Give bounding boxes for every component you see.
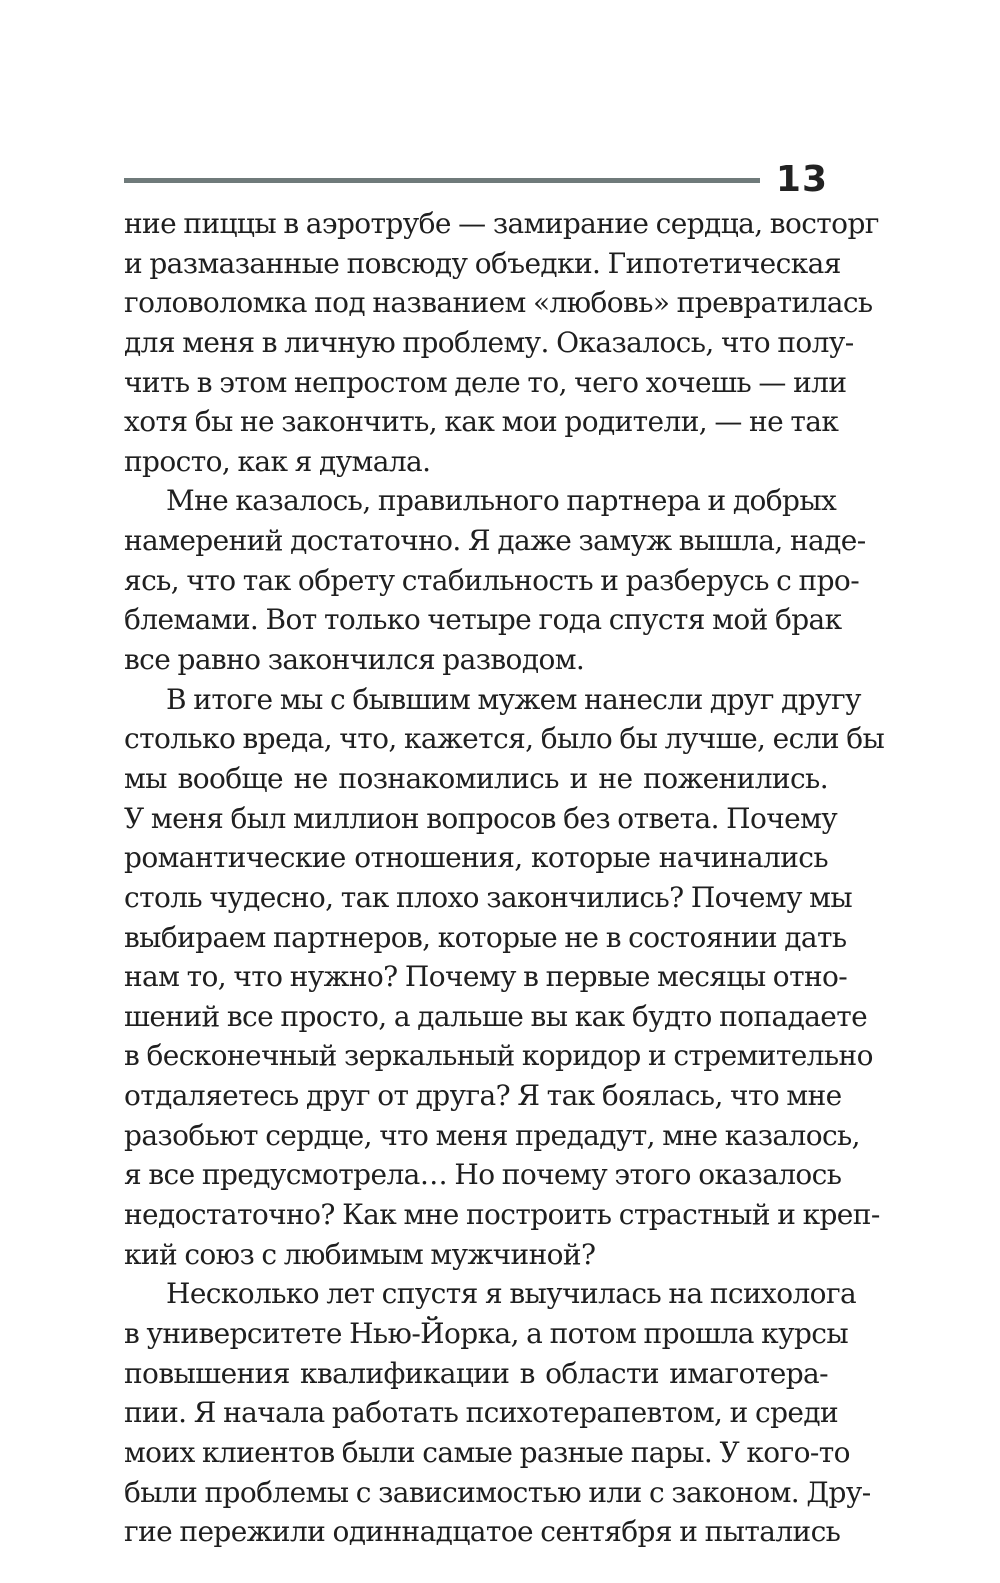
text-line: моих клиентов были самые разные пары. У кого-то bbox=[124, 1435, 850, 1469]
header-rule bbox=[124, 178, 760, 183]
text-line: романтические отношения, которые начинались bbox=[124, 841, 828, 875]
text-line: в университете Нью-Йорка, а потом прошла курсы bbox=[124, 1316, 849, 1350]
text-line: просто, как я думала. bbox=[124, 444, 431, 478]
page-header bbox=[124, 160, 828, 200]
text-line: недостаточно? Как мне построить страстный и креп- bbox=[124, 1198, 880, 1232]
text-line: я все предусмотрела… Но почему этого оказалось bbox=[124, 1158, 842, 1192]
text-line: были проблемы с зависимостью или с законом. Дру- bbox=[124, 1475, 871, 1509]
text-line: повышения квалификации в области имаготера- bbox=[124, 1356, 828, 1390]
text-line: блемами. Вот только четыре года спустя мой брак bbox=[124, 603, 842, 637]
text-line: ясь, что так обрету стабильность и разберусь с про- bbox=[124, 563, 860, 597]
text-line: и размазанные повсюду объедки. Гипотетическая bbox=[124, 246, 841, 280]
text-line: в бесконечный зеркальный коридор и стремительно bbox=[124, 1039, 873, 1073]
text-line: столько вреда, что, кажется, было бы лучше, если бы bbox=[124, 722, 885, 756]
text-line: нам то, что нужно? Почему в первые месяцы отно- bbox=[124, 960, 848, 994]
text-line: У меня был миллион вопросов без ответа. Почему bbox=[124, 801, 838, 835]
text-line: столь чудесно, так плохо закончились? Почему мы bbox=[124, 880, 853, 914]
text-line: Мне казалось, правильного партнера и добрых bbox=[166, 484, 837, 518]
text-line: кий союз с любимым мужчиной? bbox=[124, 1237, 596, 1271]
text-line: гие пережили одиннадцатое сентября и пытались bbox=[124, 1515, 841, 1549]
text-line: шений все просто, а дальше вы как будто попадаете bbox=[124, 999, 868, 1033]
text-line: чить в этом непростом деле то, чего хочешь — или bbox=[124, 365, 847, 399]
text-line: разобьют сердце, что меня предадут, мне казалось, bbox=[124, 1118, 860, 1152]
text-line: хотя бы не закончить, как мои родители, — не так bbox=[124, 405, 839, 439]
text-line: головоломка под названием «любовь» превратилась bbox=[124, 286, 873, 320]
body-text bbox=[124, 204, 885, 1552]
text-line: для меня в личную проблему. Оказалось, что полу- bbox=[124, 325, 854, 359]
text-line: все равно закончился разводом. bbox=[124, 643, 585, 677]
text-line: ние пиццы в аэротрубе — замирание сердца, восторг bbox=[124, 207, 879, 240]
page-number: 13 bbox=[775, 159, 828, 200]
text-line: мы вообще не познакомились и не поженились. bbox=[124, 761, 828, 795]
text-line: пии. Я начала работать психотерапевтом, и среди bbox=[124, 1396, 839, 1430]
text-line: Несколько лет спустя я выучилась на психолога bbox=[166, 1277, 857, 1311]
text-line: В итоге мы с бывшим мужем нанесли друг другу bbox=[166, 682, 861, 716]
text-line: отдаляетесь друг от друга? Я так боялась, что мне bbox=[124, 1079, 842, 1113]
text-line: намерений достаточно. Я даже замуж вышла, наде- bbox=[124, 524, 866, 558]
text-line: выбираем партнеров, которые не в состоянии дать bbox=[124, 920, 847, 954]
